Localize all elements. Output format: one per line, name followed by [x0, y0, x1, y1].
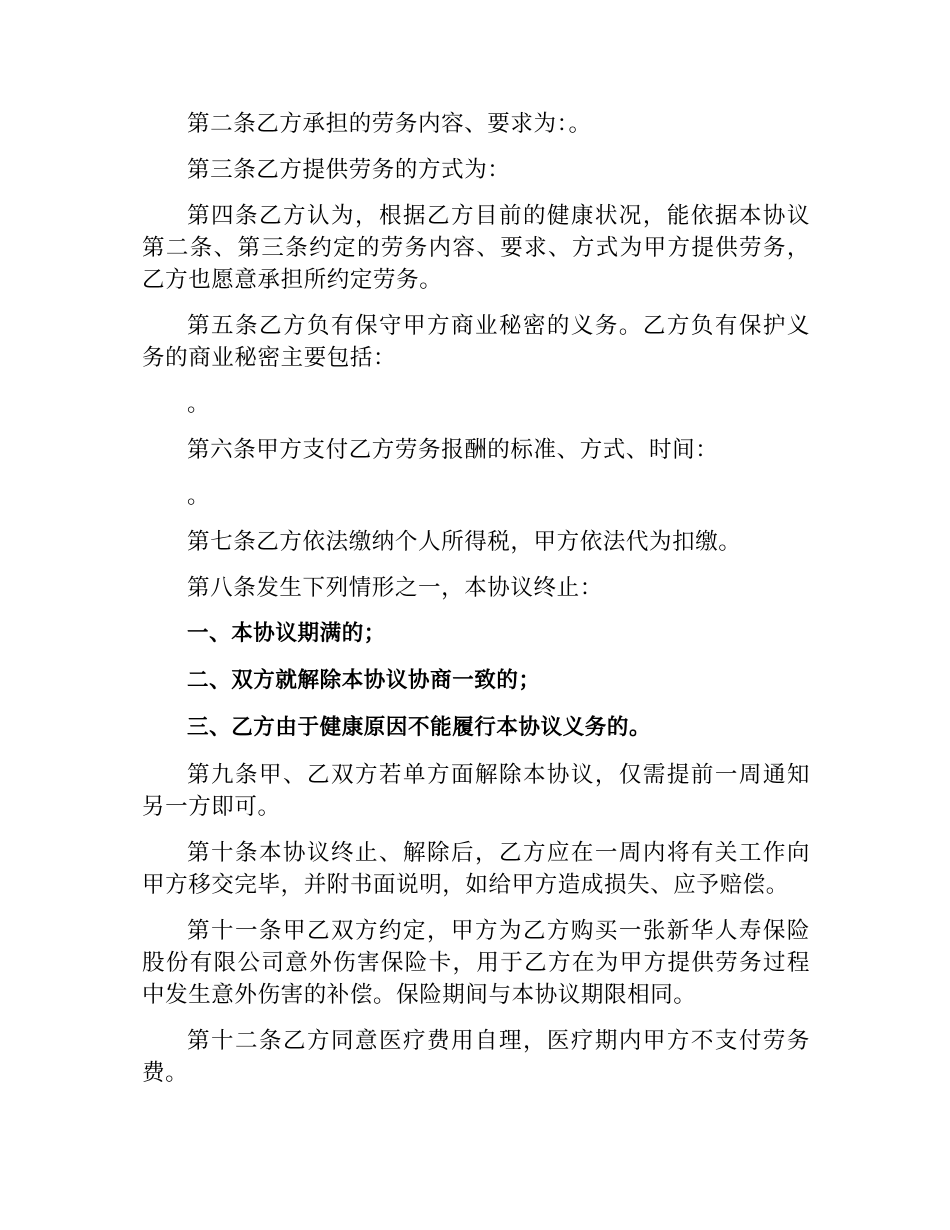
article-9: 第九条甲、乙双方若单方面解除本协议，仅需提前一周通知另一方即可。 — [142, 762, 810, 820]
article-6: 第六条甲方支付乙方劳务报酬的标准、方式、时间： — [187, 437, 719, 463]
article-10: 第十条本协议终止、解除后，乙方应在一周内将有关工作向甲方移交完毕，并附书面说明，如给甲方造成损失、应予赔偿。 — [142, 840, 810, 898]
article-5: 第五条乙方负有保守甲方商业秘密的义务。乙方负有保护义务的商业秘密主要包括： — [142, 313, 810, 371]
article-6-blank: 。 — [187, 483, 211, 509]
article-11: 第十一条甲乙双方约定，甲方为乙方购买一张新华人寿保险股份有限公司意外伤害保险卡，用于乙方在为甲方提供劳务过程中发生意外伤害的补偿。保险期间与本协议期限相同。 — [142, 918, 810, 1008]
article-8-item-1: 一、本协议期满的； — [187, 621, 386, 646]
article-4: 第四条乙方认为，根据乙方目前的健康状况，能依据本协议第二条、第三条约定的劳务内容、要求、方式为甲方提供劳务，乙方也愿意承担所约定劳务。 — [142, 203, 810, 293]
article-8-item-2: 二、双方就解除本协议协商一致的； — [187, 668, 541, 693]
article-7: 第七条乙方依法缴纳个人所得税，甲方依法代为扣缴。 — [187, 529, 742, 555]
article-8-item-3: 三、乙方由于健康原因不能履行本协议义务的。 — [187, 715, 652, 740]
article-8: 第八条发生下列情形之一，本协议终止： — [187, 575, 603, 601]
article-2: 第二条乙方承担的劳务内容、要求为：。 — [187, 111, 592, 137]
article-12: 第十二条乙方同意医疗费用自理，医疗期内甲方不支付劳务费。 — [142, 1028, 810, 1086]
article-3: 第三条乙方提供劳务的方式为： — [187, 157, 511, 183]
article-5-blank: 。 — [187, 391, 211, 417]
document-body — [142, 108, 810, 1103]
